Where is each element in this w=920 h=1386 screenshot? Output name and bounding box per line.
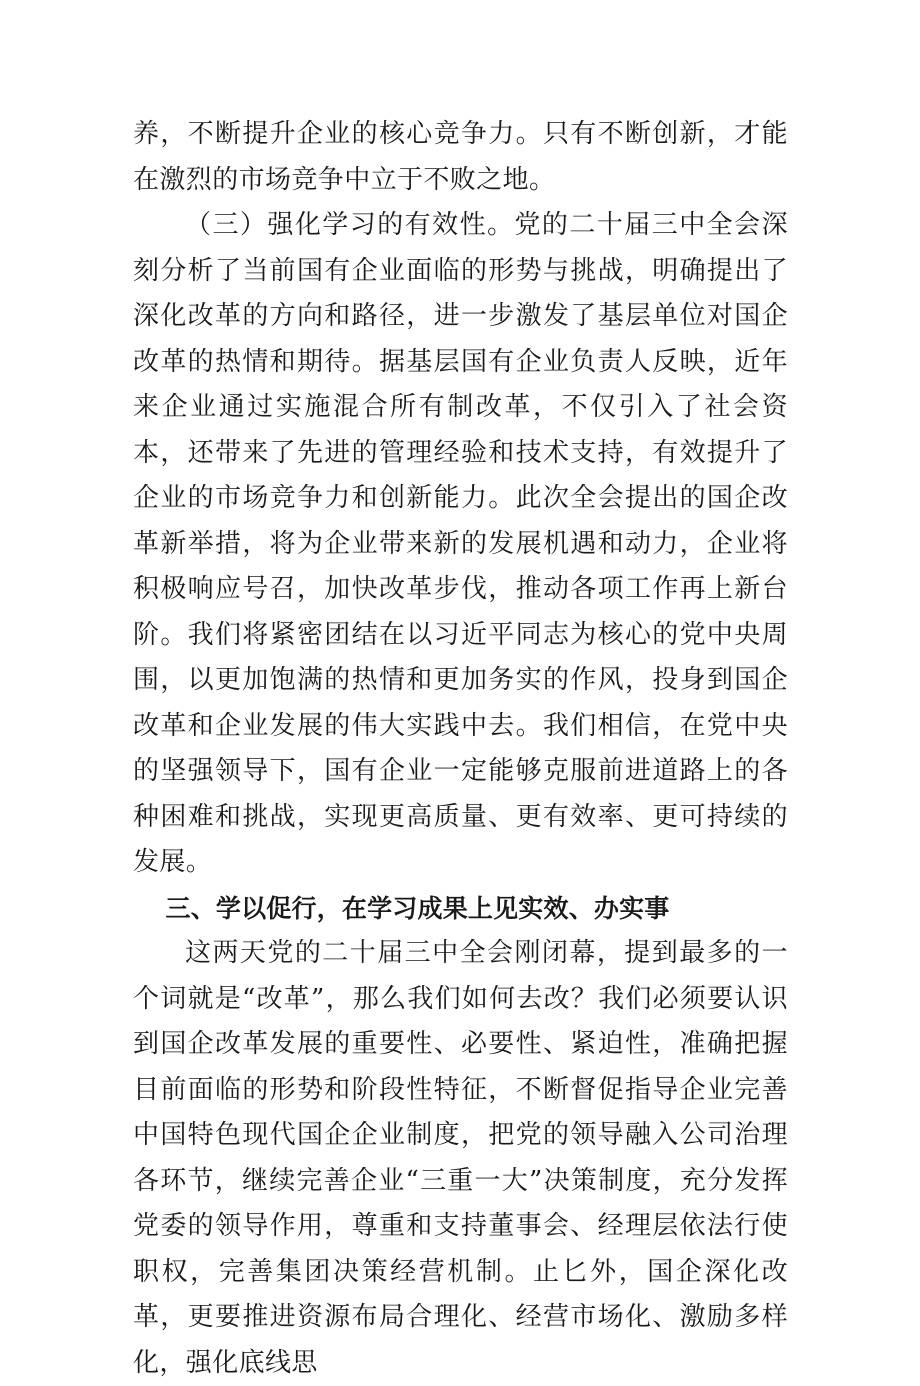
paragraph-reform: 这两天党的二十届三中全会刚闭幕，提到最多的一个词就是“改革”，那么我们如何去改？我们必须要认识到国企改革发展的重要性、必要性、紧迫性，准确把握目前面临的形势和阶段性特征，不断督促指导企业完善中国特色现代国企企业制度，把党的领导融入公司治理各环节，继续完善企业“三重一大”决策制度，充分发挥党委的领导作用，尊重和支持董事会、经理层依法行使职权，完善集团决策经营机制。止匕外，国企深化改革，更要推进资源布局合理化、经营市场化、激励多样化，强化底线思 — [133, 938, 788, 1378]
document-body — [133, 112, 788, 1386]
paragraph-continuation: 养，不断提升企业的核心竞争力。只有不断创新，才能在激烈的市场竞争中立于不败之地。 — [133, 119, 788, 195]
section-heading-three: 三、学以促行，在学习成果上见实效、办实事 — [165, 893, 670, 923]
paragraph-strengthen-learning: （三）强化学习的有效性。党的二十届三中全会深刻分析了当前国有企业面临的形势与挑战，明确提出了深化改革的方向和路径，进一步激发了基层单位对国企改革的热情和期待。据基层国有企业负责人反映，近年来企业通过实施混合所有制改革，不仅引入了社会资本，还带来了先进的管理经验和技术支持，有效提升了企业的市场竞争力和创新能力。此次全会提出的国企改革新举措，将为企业带来新的发展机遇和动力，企业将积极响应号召，加快改革步伐，推动各项工作再上新台阶。我们将紧密团结在以习近平同志为核心的党中央周围，以更加饱满的热情和更加务实的作风，投身到国企改革和企业发展的伟大实践中去。我们相信，在党中央的坚强领导下，国有企业一定能够克服前进道路上的各种困难和挑战，实现更高质量、更有效率、更可持续的发展。 — [133, 210, 788, 877]
